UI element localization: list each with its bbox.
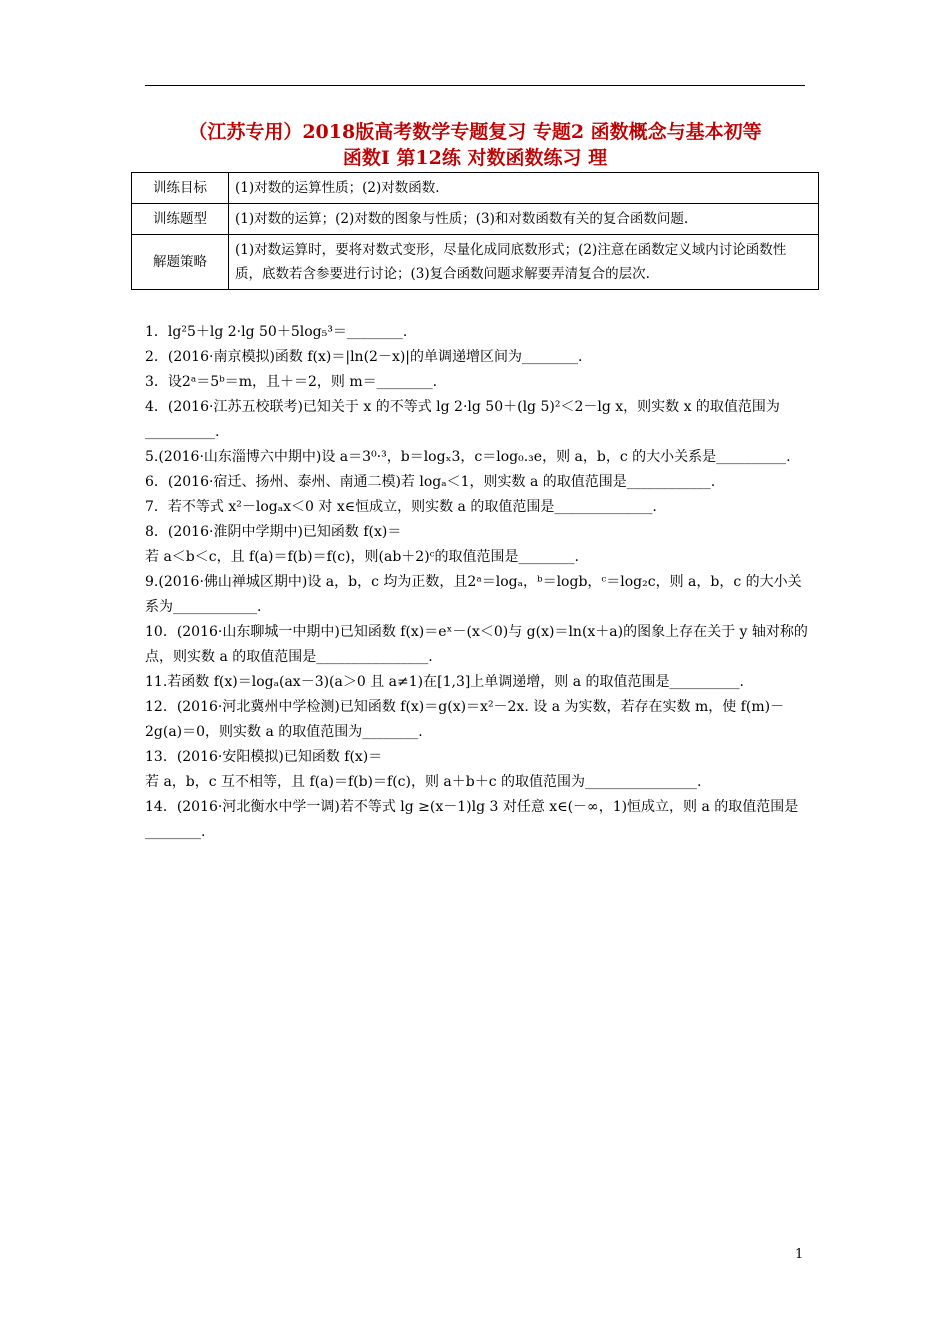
question-2: 2．(2016·南京模拟)函数 f(x)＝|ln(2－x)|的单调递增区间为________. [145,349,583,365]
title-line-2: 函数Ⅰ 第12练 对数函数练习 理 [342,147,608,169]
question-9: 9.(2016·佛山禅城区期中)设 a，b，c 均为正数，且2ᵃ＝logₐ，ᵇ＝logb，ᶜ＝log₂c，则 a，b，c 的大小关系为____________. [145,574,802,615]
row-label: 训练题型 [132,204,229,235]
table-row [132,235,819,290]
question-10: 10．(2016·山东聊城一中期中)已知函数 f(x)＝eˣ－(x＜0)与 g(x)＝ln(x＋a)的图象上存在关于 y 轴对称的点，则实数 a 的取值范围是________________. [145,624,808,665]
question-8-stem: 8．(2016·淮阴中学期中)已知函数 f(x)＝ [145,524,402,540]
row-content: (1)对数的运算性质；(2)对数函数. [229,173,819,204]
question-1: 1．lg²5＋lg 2·lg 50＋5log₅³＝________. [145,324,408,340]
row-label: 训练目标 [132,173,229,204]
page-number: 1 [795,1247,804,1262]
question-5: 5.(2016·山东淄博六中期中)设 a＝3⁰·³，b＝logₓ3，c＝log₀.₃e，则 a，b，c 的大小关系是__________. [145,449,791,465]
question-14: 14．(2016·河北衡水中学一调)若不等式 lg ≥(x－1)lg 3 对任意 x∈(－∞，1)恒成立，则 a 的取值范围是________. [145,799,799,840]
title-line-1: （江苏专用）2018版高考数学专题复习 专题2 函数概念与基本初等 [188,121,762,143]
question-11: 11.若函数 f(x)＝logₐ(ax－3)(a＞0 且 a≠1)在[1,3]上单调递增，则 a 的取值范围是__________. [145,674,745,690]
training-summary-table [131,172,819,290]
question-13-body: 若 a，b，c 互不相等，且 f(a)＝f(b)＝f(c)，则 a＋b＋c 的取值范围为________________. [145,774,702,790]
header-rule [145,85,805,86]
row-label: 解题策略 [132,235,229,290]
question-3: 3．设2ᵃ＝5ᵇ＝m，且＋＝2，则 m＝________. [145,374,438,390]
question-4: 4．(2016·江苏五校联考)已知关于 x 的不等式 lg 2·lg 50＋(lg 5)²＜2－lg x，则实数 x 的取值范围为__________. [145,399,780,440]
question-7: 7．若不等式 x²－logₐx＜0 对 x∈恒成立，则实数 a 的取值范围是______________. [145,499,657,515]
question-8-body: 若 a＜b＜c，且 f(a)＝f(b)＝f(c)，则(ab＋2)ᶜ的取值范围是________. [145,549,579,565]
row-content: (1)对数运算时，要将对数式变形，尽量化成同底数形式；(2)注意在函数定义域内讨论函数性质，底数若含参要进行讨论；(3)复合函数问题求解要弄清复合的层次. [229,235,819,290]
row-content: (1)对数的运算；(2)对数的图象与性质；(3)和对数函数有关的复合函数问题. [229,204,819,235]
document-title [145,119,805,171]
table-row [132,173,819,204]
question-6: 6．(2016·宿迁、扬州、泰州、南通二模)若 logₐ＜1，则实数 a 的取值范围是____________. [145,474,716,490]
question-list [145,320,810,845]
table-row [132,204,819,235]
question-13-stem: 13．(2016·安阳模拟)已知函数 f(x)＝ [145,749,383,765]
question-12: 12．(2016·河北冀州中学检测)已知函数 f(x)＝g(x)＝x²－2x. 设 a 为实数，若存在实数 m，使 f(m)－2g(a)＝0，则实数 a 的取值范围为________. [145,699,785,740]
